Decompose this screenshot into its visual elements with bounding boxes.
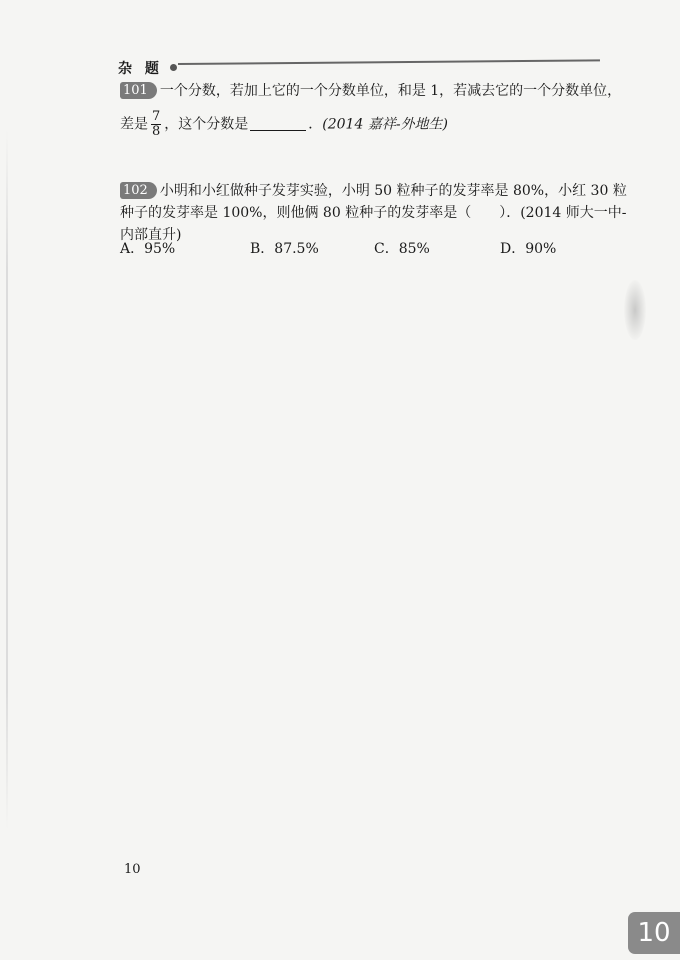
scan-smudge: [624, 280, 646, 340]
problem-101-line1: [120, 80, 660, 102]
section-title: 杂 题: [118, 61, 163, 77]
problem-102-line1: [120, 180, 660, 202]
problem-number-badge: 101: [120, 82, 157, 99]
problem-101-source: (2014 嘉祥-外地生): [322, 116, 449, 133]
header-rule-dot: [170, 64, 177, 71]
answer-blank: [250, 116, 306, 131]
problem-102-text-2: 种子的发芽率是 100%，则他俩 80 粒种子的发芽率是（ ）．: [120, 205, 521, 221]
problem-102-source-2: 内部直升): [120, 227, 182, 243]
page-number: 10: [124, 862, 141, 877]
answer-options: [120, 238, 640, 260]
problem-101-text-2b: ，这个分数是: [164, 116, 249, 133]
problem-102-text-1: 小明和小红做种子发芽实验，小明 50 粒种子的发芽率是 80%，小红 30 粒: [159, 183, 627, 199]
fraction-denominator: 8: [152, 124, 161, 139]
option-d: D．90%: [500, 241, 557, 257]
section-header: [118, 58, 600, 78]
problem-102-source-1: (2014 师大一中-: [520, 205, 627, 221]
page-binding-edge: [6, 130, 8, 830]
problem-101-text-2a: 差是: [120, 116, 148, 133]
problem-101: [120, 80, 660, 139]
problem-102: [120, 180, 660, 246]
problem-number-badge: 102: [120, 182, 157, 199]
header-rule-line: [178, 59, 600, 65]
problem-102-line2: [120, 202, 660, 224]
fraction: [151, 110, 161, 139]
fraction-numerator: 7: [152, 109, 161, 124]
option-c: C．85%: [374, 241, 430, 257]
page-corner-tab: 10: [628, 912, 680, 954]
problem-101-line2: [120, 110, 660, 139]
option-b: B．87.5%: [250, 241, 319, 257]
problem-101-text-2c: ．: [308, 116, 323, 133]
problem-101-text-1: 一个分数，若加上它的一个分数单位，和是 1，若减去它的一个分数单位，: [159, 83, 622, 99]
option-a: A．95%: [120, 241, 176, 257]
